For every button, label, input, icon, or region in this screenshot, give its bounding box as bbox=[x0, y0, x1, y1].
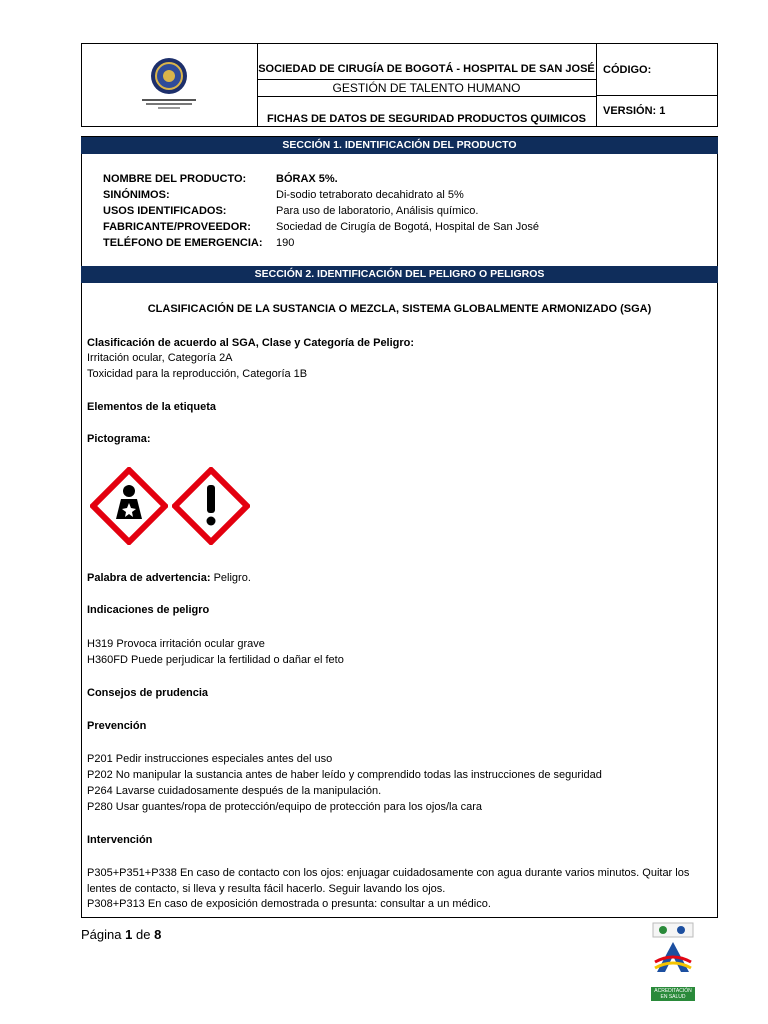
header-middle bbox=[257, 44, 597, 126]
classification-item: Irritación ocular, Categoría 2A bbox=[87, 352, 233, 364]
synonyms-label: SINÓNIMOS: bbox=[103, 189, 170, 201]
prevention-statement: P202 No manipular la sustancia antes de haber leído y comprendido todas las instrucciones de seguridad bbox=[87, 769, 602, 781]
of-word: de bbox=[135, 927, 151, 942]
logo-cell bbox=[82, 44, 258, 126]
hospital-seal-logo bbox=[134, 54, 204, 116]
signal-word-label: Palabra de advertencia: bbox=[87, 572, 211, 584]
precaution-heading: Consejos de prudencia bbox=[87, 687, 209, 699]
prevention-statement: P264 Lavarse cuidadosamente después de la manipulación. bbox=[87, 785, 382, 797]
emergency-phone-label: TELÉFONO DE EMERGENCIA: bbox=[103, 237, 263, 249]
accreditation-emblem-icon bbox=[651, 922, 695, 984]
label-elements-heading: Elementos de la etiqueta bbox=[87, 401, 216, 413]
hazard-statement: H360FD Puede perjudicar la fertilidad o dañar el feto bbox=[87, 654, 344, 666]
uses-label: USOS IDENTIFICADOS: bbox=[103, 205, 227, 217]
intervention-statement: P305+P351+P338 En caso de contacto con los ojos: enjuagar cuidadosamente con agua durante varios minutos. Quitar los bbox=[87, 867, 690, 879]
prevention-heading: Prevención bbox=[87, 720, 147, 732]
manufacturer-label: FABRICANTE/PROVEEDOR: bbox=[103, 221, 251, 233]
page-word: Página bbox=[81, 927, 122, 942]
document-header bbox=[81, 43, 718, 127]
page-number bbox=[81, 927, 161, 942]
accreditation-logo bbox=[651, 922, 695, 998]
hazard-heading: Indicaciones de peligro bbox=[87, 604, 210, 616]
sga-subtitle: CLASIFICACIÓN DE LA SUSTANCIA O MEZCLA, SISTEMA GLOBALMENTE ARMONIZADO (SGA) bbox=[147, 303, 652, 315]
synonyms-value: Di-sodio tetraborato decahidrato al 5% bbox=[276, 189, 464, 201]
current-page: 1 bbox=[125, 927, 133, 942]
manufacturer-value: Sociedad de Cirugía de Bogotá, Hospital de San José bbox=[276, 221, 539, 233]
prevention-statement: P280 Usar guantes/ropa de protección/equipo de protección para los ojos/la cara bbox=[87, 801, 483, 813]
classification-item: Toxicidad para la reproducción, Categoría 1B bbox=[87, 368, 308, 380]
health-hazard-pictogram-icon bbox=[90, 467, 168, 545]
accreditation-text: ACREDITACIÓN EN SALUD bbox=[651, 987, 695, 1001]
signal-word-value: Peligro. bbox=[213, 572, 251, 584]
intervention-statement: P308+P313 En caso de exposición demostrada o presunta: consultar a un médico. bbox=[87, 898, 491, 910]
version-label: VERSIÓN: 1 bbox=[603, 105, 666, 117]
exclamation-pictogram-icon bbox=[172, 467, 250, 545]
organization-name: SOCIEDAD DE CIRUGÍA DE BOGOTÁ - HOSPITAL DE SAN JOSÉ bbox=[257, 44, 596, 80]
department-name: GESTIÓN DE TALENTO HUMANO bbox=[257, 80, 596, 97]
uses-value: Para uso de laboratorio, Análisis químico. bbox=[276, 205, 479, 217]
product-name-label: NOMBRE DEL PRODUCTO: bbox=[103, 173, 247, 185]
signal-word-line bbox=[87, 571, 251, 585]
hazard-statement: H319 Provoca irritación ocular grave bbox=[87, 638, 265, 650]
prevention-statement: P201 Pedir instrucciones especiales antes del uso bbox=[87, 753, 333, 765]
section2-title: SECCIÓN 2. IDENTIFICACIÓN DEL PELIGRO O PELIGROS bbox=[81, 266, 718, 283]
intervention-statement: lentes de contacto, si lleva y resulta fácil hacerlo. Seguir lavando los ojos. bbox=[87, 883, 446, 895]
classification-heading: Clasificación de acuerdo al SGA, Clase y Categoría de Peligro: bbox=[87, 337, 415, 349]
product-name-value: BÓRAX 5%. bbox=[276, 173, 338, 185]
total-pages: 8 bbox=[154, 927, 162, 942]
section1-title: SECCIÓN 1. IDENTIFICACIÓN DEL PRODUCTO bbox=[81, 137, 718, 154]
code-label: CÓDIGO: bbox=[597, 44, 717, 96]
pictogram-label: Pictograma: bbox=[87, 433, 151, 445]
document-title: FICHAS DE DATOS DE SEGURIDAD PRODUCTOS QUIMICOS bbox=[266, 113, 587, 125]
header-right bbox=[597, 44, 717, 126]
emergency-phone-value: 190 bbox=[276, 237, 295, 249]
intervention-heading: Intervención bbox=[87, 834, 153, 846]
